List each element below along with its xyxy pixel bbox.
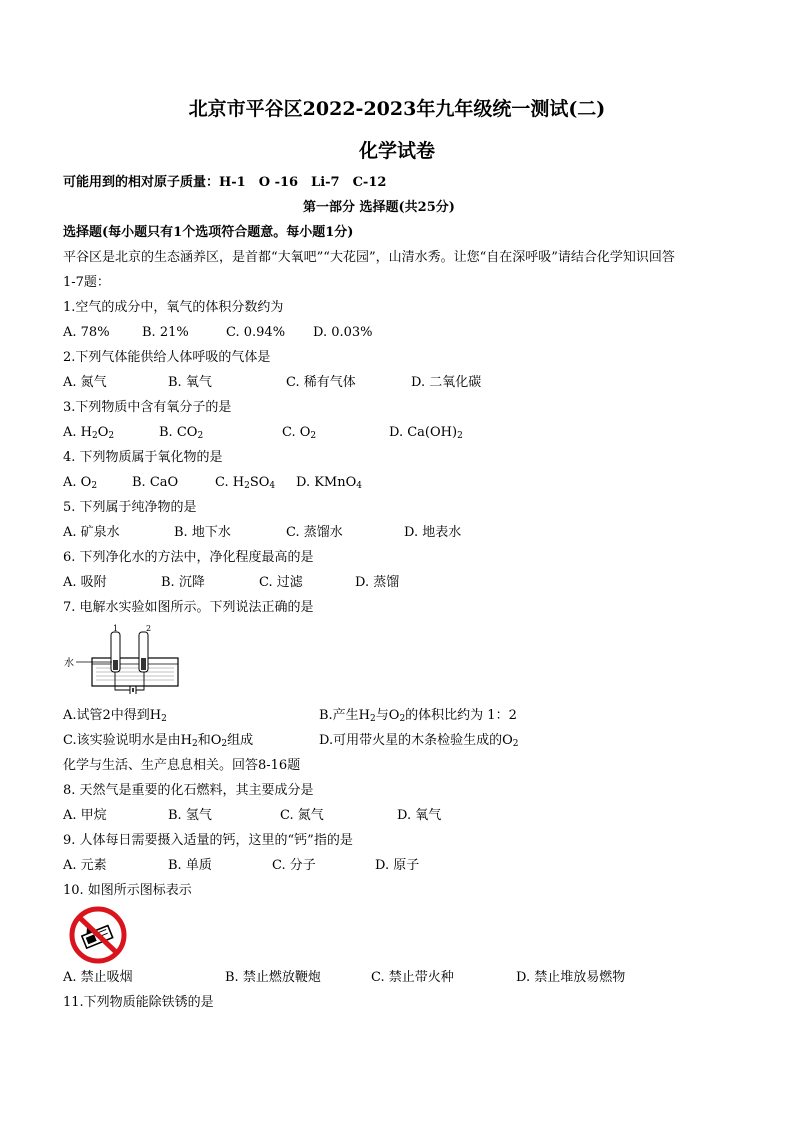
option-b: B. 地下水 — [174, 525, 231, 540]
option-c: C. 稀有气体 — [286, 375, 356, 390]
question-4-stem: 4. 下列物质属于氧化物的是 — [63, 450, 223, 465]
page-title: 北京市平谷区2022-2023年九年级统一测试(二) — [188, 98, 606, 120]
electrolysis-apparatus-figure — [62, 624, 182, 696]
option-d: D. 二氧化碳 — [411, 375, 482, 390]
part-heading: 第一部分 选择题(共25分) — [303, 200, 455, 215]
option-d: D.可用带火星的木条检验生成的$O_2$ — [319, 733, 519, 749]
option-d: D. 蒸馏 — [355, 575, 400, 590]
option-d: D. 禁止堆放易燃物 — [516, 970, 626, 985]
option-a: A.试管2中得到$H_2$ — [63, 708, 167, 724]
option-c: C.该实验说明水是由$H_2$和$O_2$组成 — [63, 733, 254, 749]
section-heading: 选择题(每小题只有1个选项符合题意。每小题1分) — [63, 225, 354, 240]
question-5-stem: 5. 下列属于纯净物的是 — [63, 500, 197, 515]
no-fire-source-sign — [66, 906, 130, 964]
option-a: A. 禁止吸烟 — [63, 970, 133, 985]
question-3-stem: 3.下列物质中含有氧分子的是 — [63, 400, 232, 415]
question-11-stem: 11.下列物质能除铁锈的是 — [63, 995, 214, 1010]
question-8-stem: 8. 天然气是重要的化石燃料，其主要成分是 — [63, 783, 314, 798]
option-d: D. 0.03% — [313, 325, 373, 340]
option-d: D. 原子 — [375, 858, 420, 873]
option-a: A. $O_2$ — [63, 475, 98, 491]
option-d: D. 氧气 — [397, 808, 442, 823]
option-c: C. 0.94% — [226, 325, 286, 340]
option-b: B. 禁止燃放鞭炮 — [225, 970, 321, 985]
question-7-stem: 7. 电解水实验如图所示。下列说法正确的是 — [63, 600, 314, 615]
option-b: B. 单质 — [168, 858, 212, 873]
option-a: A. 矿泉水 — [63, 525, 120, 540]
atomic-mass-line: 可能用到的相对原子质量：H-1 O -16 Li-7 C-12 — [63, 175, 387, 190]
option-b: B. 氢气 — [168, 808, 212, 823]
option-b: B. $CO_2$ — [159, 425, 204, 441]
option-b: B. 沉降 — [161, 575, 205, 590]
option-c: C. 分子 — [272, 858, 316, 873]
option-c: C. 蒸馏水 — [286, 525, 343, 540]
page-subtitle: 化学试卷 — [358, 140, 435, 162]
question-10-stem: 10. 如图所示图标表示 — [63, 883, 192, 898]
figure-label-water: 水 — [64, 658, 74, 669]
option-b: B.产生$H_2$与$O_2$的体积比约为 1：2 — [319, 708, 517, 724]
option-d: D. 地表水 — [404, 525, 462, 540]
option-b: B. 21% — [142, 325, 189, 340]
option-c: C. 氮气 — [280, 808, 324, 823]
figure-label-tube-1: 1 — [113, 624, 119, 633]
electrolysis-diagram-icon — [62, 624, 182, 696]
option-d: D. KMnO$_4$ — [296, 475, 363, 491]
question-6-stem: 6. 下列净化水的方法中，净化程度最高的是 — [63, 550, 314, 565]
option-c: C. $O_2$ — [282, 425, 317, 441]
intro-paragraph-line: 化学与生活、生产息息相关。回答8-16题 — [63, 758, 301, 773]
option-a: A. 甲烷 — [63, 808, 107, 823]
option-a: A. 78% — [63, 325, 110, 340]
option-c: C. 过滤 — [259, 575, 303, 590]
intro-paragraph-line: 1-7题： — [63, 275, 110, 290]
option-a: A. 吸附 — [63, 575, 107, 590]
option-c: C. $H_2SO_4$ — [215, 475, 276, 491]
question-9-stem: 9. 人体每日需要摄入适量的钙，这里的“钙”指的是 — [63, 833, 353, 848]
question-1-stem: 1.空气的成分中，氧气的体积分数约为 — [63, 300, 284, 315]
intro-paragraph-line: 平谷区是北京的生态涵养区，是首都“大氧吧”“大花园”，山清水秀。让您“自在深呼吸”请结合化学知识回答 — [63, 250, 675, 265]
option-c: C. 禁止带火种 — [371, 970, 454, 985]
option-a: A. 氮气 — [63, 375, 107, 390]
option-a: A. 元素 — [63, 858, 107, 873]
figure-label-tube-2: 2 — [146, 624, 152, 633]
no-fire-source-icon — [66, 906, 130, 964]
option-d: D. $Ca(OH)_2$ — [389, 425, 463, 441]
option-b: B. CaO — [132, 475, 179, 490]
option-a: A. $H_2O_2$ — [63, 425, 115, 441]
question-2-stem: 2.下列气体能供给人体呼吸的气体是 — [63, 350, 271, 365]
option-b: B. 氧气 — [168, 375, 212, 390]
